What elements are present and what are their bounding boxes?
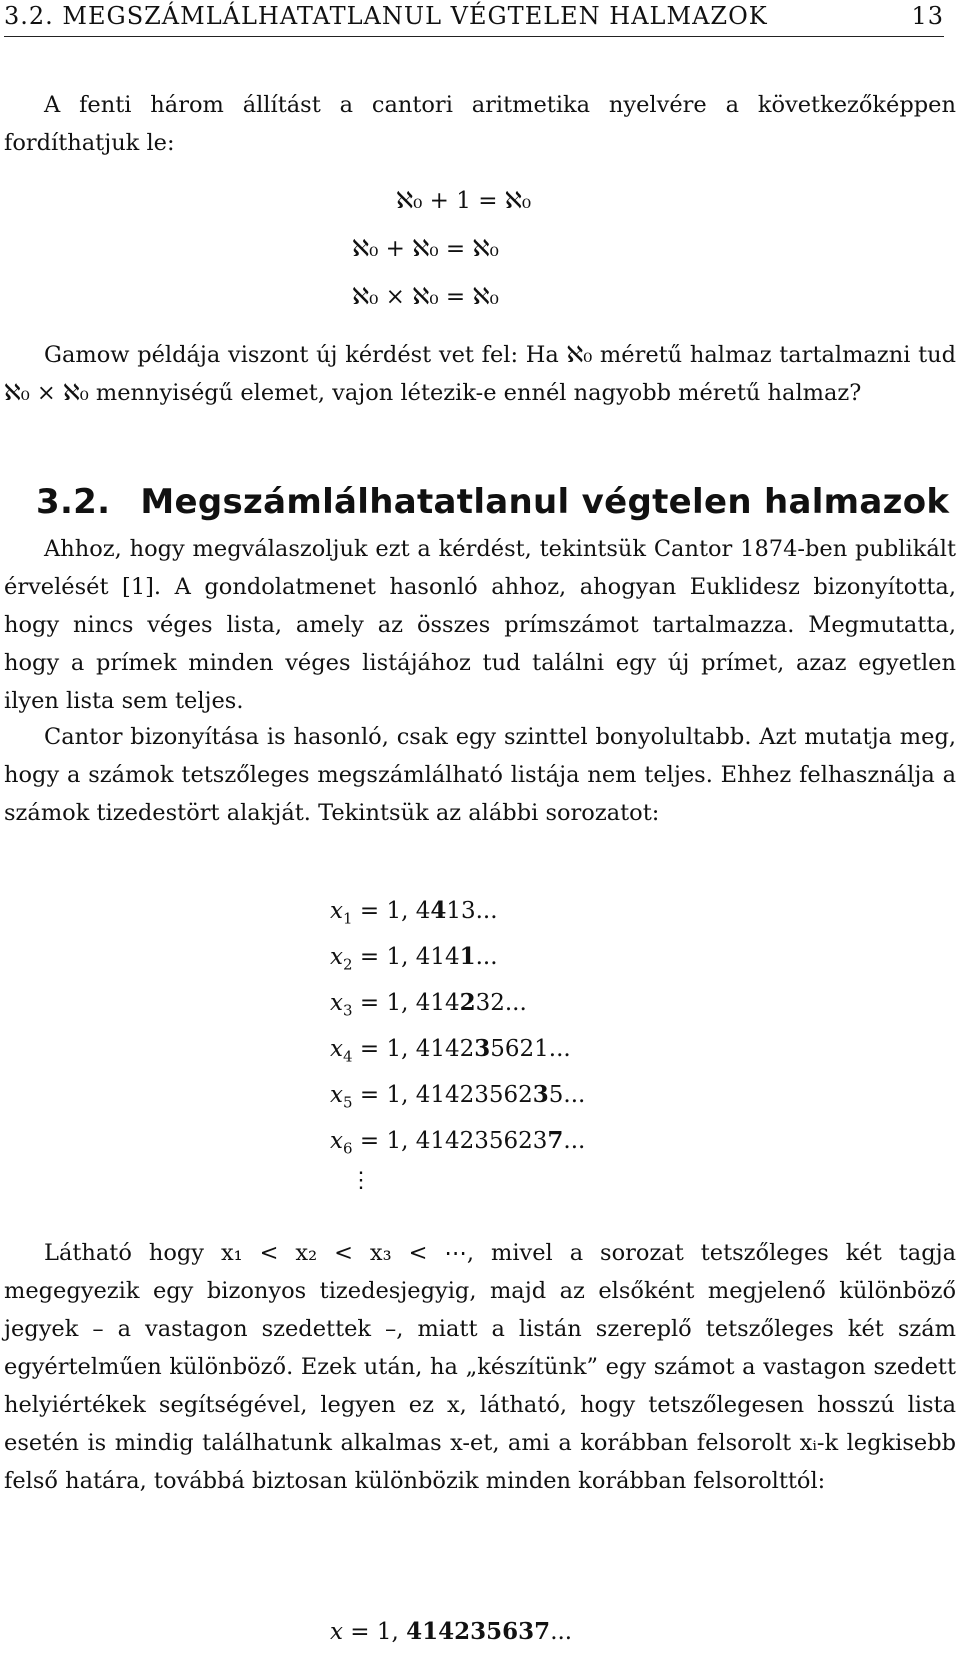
sequence-bold-digit: 1: [459, 943, 476, 970]
body-paragraph-1: Ahhoz, hogy megválaszoljuk ezt a kérdést, tekintsük Cantor 1874-ben publikált érvelését [1]. A gondolatmenet hasonló ahhoz, ahogyan Euklidesz bizonyította, hogy nincs véges lista, amely az összes prímszámot tartalmazza. Megmutatta, hogy a prímek minden véges listájához tud találni egy új prímet, azaz egyetlen ilyen lista sem teljes.: [4, 536, 956, 714]
sequence-line-2: $x_2 = 1$, 4141...: [330, 943, 498, 974]
sequence-sub: 6: [342, 1139, 353, 1158]
final-lhs: x: [330, 1619, 343, 1645]
sequence-line-4: $x_4 = 1$, 414235621...: [330, 1035, 571, 1066]
body-paragraph-2: Cantor bizonyítása is hasonló, csak egy szinttel bonyolultabb. Azt mutatja meg, hogy a számok tetszőleges megszámlálható listája nem teljes. Ehhez felhasználja a számok tizedestört alakját. Tekintsük az alábbi sorozatot:: [4, 724, 956, 826]
sequence-normal: 1, 4: [386, 898, 431, 924]
sequence-normal: 1, 414: [386, 990, 460, 1016]
sequence-line-5: $x_5 = 1$, 4142356235...: [330, 1081, 586, 1112]
sequence-rest: 32...: [475, 990, 527, 1016]
sequence-var: x: [330, 1128, 343, 1154]
aleph-equation-1: ℵ₀ + 1 = ℵ₀: [396, 188, 532, 214]
sequence-sub: 5: [342, 1093, 353, 1112]
chapter-heading: 3.2. MEGSZÁMLÁLHATATLANUL VÉGTELEN HALMAZOK: [4, 2, 768, 30]
sequence-var: x: [330, 898, 343, 924]
sequence-rest: ...: [563, 1128, 586, 1154]
sequence-sub: 2: [342, 955, 353, 974]
sequence-var: x: [330, 1082, 343, 1108]
intro-paragraph: A fenti három állítást a cantori aritmetika nyelvére a következőképpen fordíthatjuk le:: [4, 92, 956, 156]
sequence-bold-digit: 7: [547, 1127, 564, 1154]
sequence-sub: 3: [342, 1001, 353, 1020]
sequence-bold-digit: 4: [430, 897, 447, 924]
sequence-normal: 1, 41423562: [386, 1082, 533, 1108]
final-equation: x = 1, 414235637...: [330, 1618, 573, 1645]
aleph-equation-2: ℵ₀ + ℵ₀ = ℵ₀: [352, 236, 499, 262]
sequence-bold-digit: 3: [532, 1081, 549, 1108]
body-paragraph-3: Látható hogy x₁ < x₂ < x₃ < ⋯, mivel a sorozat tetszőleges két tagja megegyezik egy bizonyos tizedesjegyig, majd az elsőként megjelenő különböző jegyek – a vastagon szedettek –, miatt a listán szereplő tetszőleges két szám egyértelműen különböző. Ezek után, ha „készítünk” egy számot a vastagon szedett helyiértékek segítségével, legyen ez x, látható, hogy tetszőlegesen hosszú lista esetén is mindig találhatunk alkalmas x-et, ami a korábban felsorolt xᵢ-k legkisebb felső határa, továbbá biztosan különbözik minden korábban felsorolttól:: [4, 1240, 956, 1494]
sequence-bold-digit: 3: [474, 1035, 491, 1062]
section-number: 3.2.: [36, 482, 111, 522]
sequence-rest: 5621...: [490, 1036, 571, 1062]
sequence-var: x: [330, 990, 343, 1016]
sequence-line-3: $x_3 = 1$, 414232...: [330, 989, 527, 1020]
final-rest: ...: [550, 1619, 573, 1645]
sequence-rest: 5...: [548, 1082, 586, 1108]
final-normal: 1,: [376, 1619, 407, 1645]
sequence-normal: 1, 414: [386, 944, 460, 970]
vertical-ellipsis: ⋮: [350, 1168, 372, 1193]
sequence-rest: ...: [475, 944, 498, 970]
sequence-var: x: [330, 944, 343, 970]
final-bold-digits: 414235637: [406, 1618, 551, 1645]
sequence-var: x: [330, 1036, 343, 1062]
sequence-line-1: $x_1 = 1$, 4413...: [330, 897, 498, 928]
sequence-sub: 4: [342, 1047, 353, 1066]
sequence-normal: 1, 4142: [386, 1036, 475, 1062]
sequence-rest: 13...: [446, 898, 498, 924]
section-title-text: Megszámlálhatatlanul végtelen halmazok: [140, 482, 950, 522]
sequence-sub: 1: [342, 909, 353, 928]
sequence-line-6: $x_6 = 1$, 4142356237...: [330, 1127, 586, 1158]
running-header: [4, 0, 944, 37]
page-number: 13: [911, 2, 944, 30]
gamow-paragraph: Gamow példája viszont új kérdést vet fel: Ha ℵ₀ méretű halmaz tartalmazni tud ℵ₀ × ℵ₀ mennyiségű elemet, vajon létezik-e ennél nagyobb méretű halmaz?: [4, 342, 956, 406]
sequence-normal: 1, 414235623: [386, 1128, 548, 1154]
section-heading: [36, 482, 949, 522]
sequence-bold-digit: 2: [459, 989, 476, 1016]
aleph-equation-3: ℵ₀ × ℵ₀ = ℵ₀: [352, 284, 499, 310]
